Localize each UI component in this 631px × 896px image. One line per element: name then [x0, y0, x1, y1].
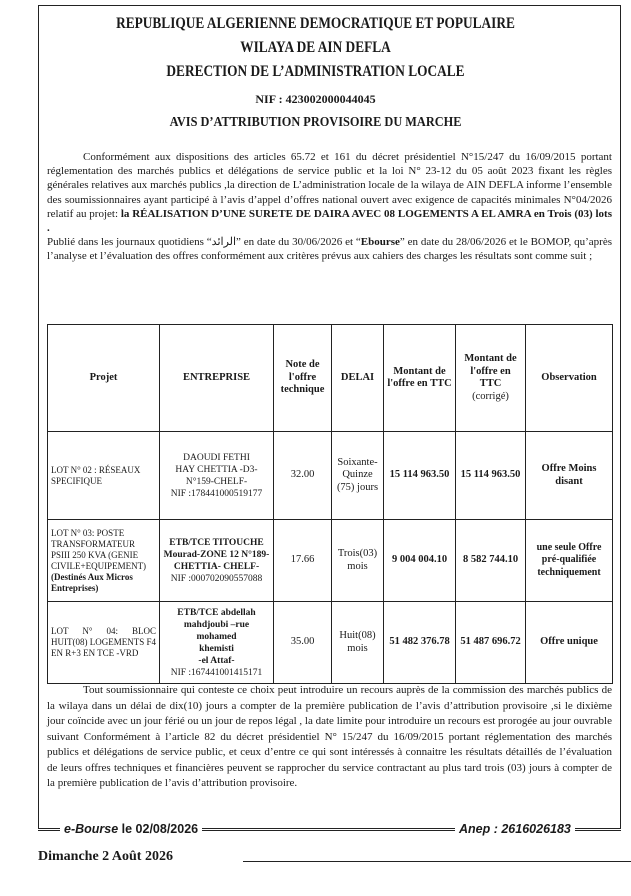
journal-2: Ebourse [360, 236, 400, 249]
publication-date: Dimanche 2 Août 2026 [38, 849, 173, 864]
date-rule [243, 861, 631, 862]
intro-p2-b: ” en date du 30/06/2026 et “ [236, 236, 361, 249]
row1-delai: Soixante-Quinze (75) jours [332, 432, 384, 520]
footer-anep: Anep : 2616026183 [455, 822, 575, 836]
header-wilaya: WILAYA DE AIN DEFLA [240, 39, 391, 56]
row3-observation: Offre unique [526, 602, 613, 684]
row1-ent-line: N°159-CHELF- [185, 476, 248, 487]
source-date: le 02/08/2026 [118, 822, 199, 836]
intro-p1-text: Conformément aux dispositions des articles 65.72 et 161 du décret présidentiel N°15/247 du 16/09/2015 portant réglementation des marchés publics et délégations de service public et la loi N° 23-12 du 05 août 2023 fixant les règles générales relatives aux marchés publics ,la direction de L’administration locale de la wilaya de AIN DEFLA informe l’ensemble des soumissionnaires ayant participé à l’avis d’appel d’offres national ouvert avec exigence de capacités minimales N°04/2026 relatif au projet: [47, 151, 612, 220]
row3-delai: Huit(08) mois [332, 602, 384, 684]
row1-projet: LOT N° 02 : RÉSEAUX SPECIFIQUE [48, 432, 160, 520]
row2-projet [48, 520, 160, 602]
row2-observation: une seule Offre pré-qualifiée techniquement [526, 520, 613, 602]
row3-montant-corrige: 51 487 696.72 [456, 602, 526, 684]
row2-montant: 9 004 004.10 [384, 520, 456, 602]
row3-projet: LOT N° 04: BLOC HUIT(08) LOGEMENTS F4 EN R+3 EN TCE -VRD [48, 602, 160, 684]
row3-montant: 51 482 376.78 [384, 602, 456, 684]
row3-note: 35.00 [274, 602, 332, 684]
row2-note: 17.66 [274, 520, 332, 602]
col-montant-corrige [456, 325, 526, 432]
col-note: Note de l'offre technique [274, 325, 332, 432]
row1-ent-line: NIF :178441000519177 [170, 488, 263, 499]
row3-ent-line: ETB/TCE abdellah [177, 607, 256, 618]
row1-ent-line: HAY CHETTIA -D3- [175, 464, 258, 475]
row3-entreprise [160, 602, 274, 684]
col-montant: Montant de l'offre en TTC [384, 325, 456, 432]
intro-p2-c: ” en date du 28/06/2026 et le BOMOP, qu’après l’analyse et l’évaluation des offres conformément aux critères prévus aux cahiers des charges les résultats sont comme suit ; [47, 236, 612, 263]
col-corrige-note: (corrigé) [472, 390, 509, 402]
row2-ent-line: NIF :000702090557088 [170, 573, 263, 584]
col-projet: Projet [48, 325, 160, 432]
row1-ent-line: DAOUDI FETHI [183, 452, 250, 463]
col-montant-corrige-label: Montant de l'offre en TTC [464, 353, 517, 389]
closing-paragraph: Tout soumissionnaire qui conteste ce choix peut introduire un recours auprès de la commission des marchés publics de la wilaya dans un délai de dix(10) jours a compter de la première publication de l’avis d’attribution provisoire ,si le dixième jour coïncide avec un jour férié ou un jour de repos légal , la date limite pour introduire un recours est prorogée au jour ouvrable suivant Conformément à l’article 82 du décret présidentiel N° 15/247 du 16/09/2015 portant réglementation des marchés publics et délégations de service public, et ceux d’entre ce qui sont intéressés à connaitre les résultats détaillés de l’évaluation de leurs offres techniques et financières peuvent se rapprocher du service contractant au plus tard trois (03) jours à compter de la première publication de l’avis d’attribution provisoire. [47, 684, 612, 789]
row3-ent-line: mahdjoubi –rue mohamed [183, 619, 250, 642]
notice-title: AVIS D’ATTRIBUTION PROVISOIRE DU MARCHE [169, 115, 462, 130]
source-name: e-Bourse [64, 822, 119, 836]
header-nif: NIF : 423002000044045 [255, 92, 376, 106]
row1-entreprise [160, 432, 274, 520]
row1-montant: 15 114 963.50 [384, 432, 456, 520]
footer-source [60, 822, 202, 836]
row2-ent-line: CHETTIA- CHELF- [173, 561, 260, 572]
row1-note: 32.00 [274, 432, 332, 520]
row2-delai: Trois(03) mois [332, 520, 384, 602]
table-header-row [48, 325, 613, 432]
closing-text [47, 683, 612, 792]
col-observation: Observation [526, 325, 613, 432]
intro-p2-a: Publié dans les journaux quotidiens “ [47, 236, 212, 249]
intro-text [47, 150, 612, 264]
table-row [48, 602, 613, 684]
results-table [47, 324, 613, 684]
intro-paragraph-1 [47, 150, 612, 235]
row1-observation: Offre Moins disant [526, 432, 613, 520]
row3-ent-line: -el Attaf- [198, 655, 235, 666]
row2-montant-corrige: 8 582 744.10 [456, 520, 526, 602]
row2-entreprise [160, 520, 274, 602]
row2-ent-line: Mourad-ZONE 12 N°189- [163, 549, 270, 560]
row2-ent-line: ETB/TCE TITOUCHE [169, 537, 264, 548]
table-row [48, 432, 613, 520]
header-direction: DERECTION DE L’ADMINISTRATION LOCALE [166, 63, 465, 80]
project-name: la RÉALISATION D’UNE SURETE DE DAIRA AVEC 08 LOGEMENTS A EL AMRA en Trois (03) lots . [47, 207, 612, 235]
table-row [48, 520, 613, 602]
col-entreprise: ENTREPRISE [160, 325, 274, 432]
row1-montant-corrige: 15 114 963.50 [456, 432, 526, 520]
intro-paragraph-2 [47, 235, 612, 263]
col-delai: DELAI [332, 325, 384, 432]
row2-projet-note: (Destinés Aux Micros Entreprises) [51, 571, 133, 593]
row3-ent-line: NIF :167441001415171 [170, 667, 263, 678]
journal-1: الرائد [211, 236, 237, 249]
row3-ent-line: khemisti [199, 643, 234, 654]
header-republic: REPUBLIQUE ALGERIENNE DEMOCRATIQUE ET POPULAIRE [116, 15, 515, 32]
row2-projet-label: LOT N° 03: POSTE TRANSFORMATEUR PSIII 250 KVA (GENIE CIVILE+EQUIPEMENT) [51, 527, 147, 571]
